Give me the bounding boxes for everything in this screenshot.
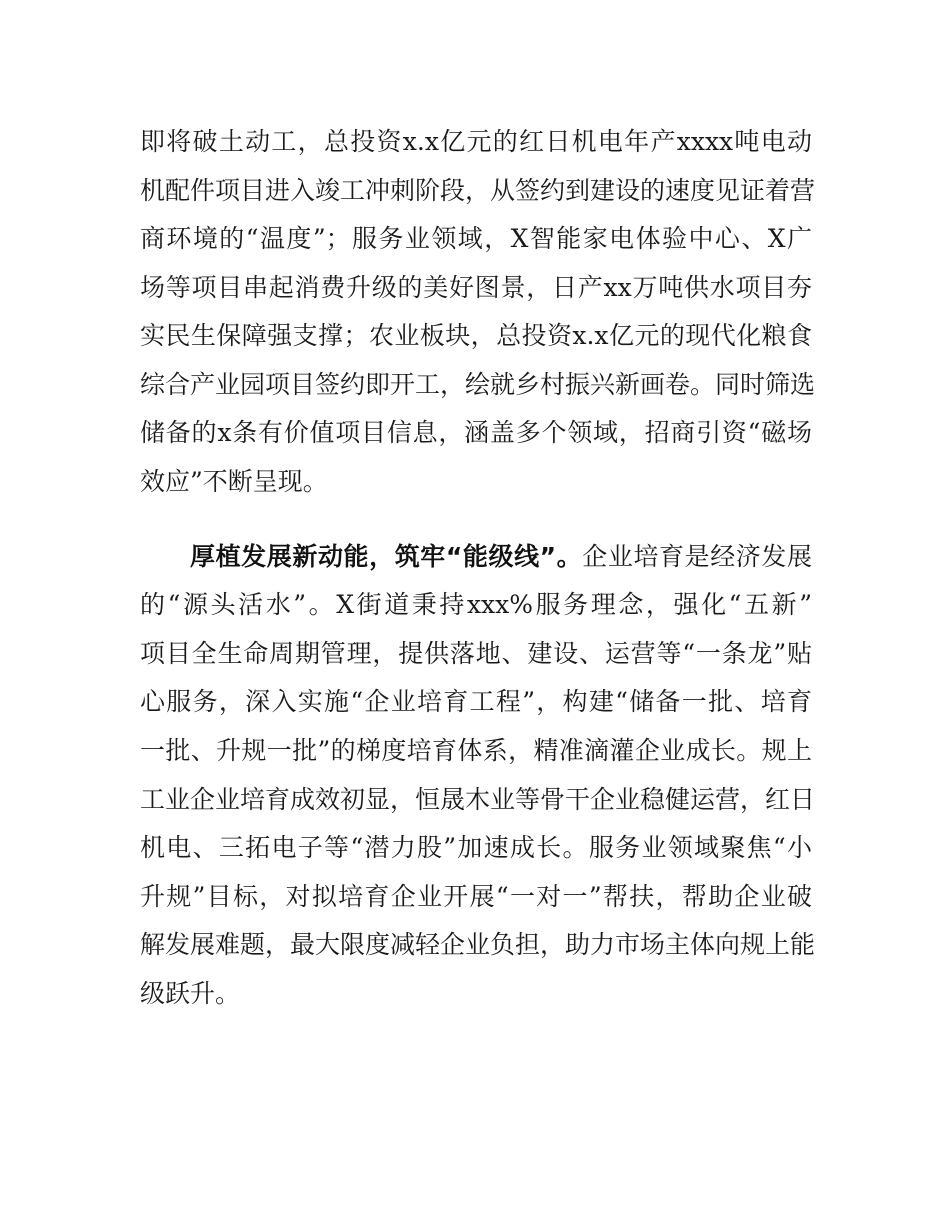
paragraph-2-line-6: 工业企业培育成效初显，恒晟木业等骨干企业稳健运营，红日	[140, 785, 816, 814]
paragraph-2-line-10: 级跃升。	[140, 979, 241, 1008]
paragraph-2-line-1-rest: 企业培育是经济发展	[582, 542, 812, 571]
paragraph-2-line-1	[190, 537, 812, 577]
paragraph-2-heading: 厚植发展新动能，筑牢“能级线”。	[190, 542, 583, 571]
paragraph-2-line-4: 心服务，深入实施“企业培育工程”，构建“储备一批、培育	[140, 687, 812, 716]
paragraph-2-line-7: 机电、三拓电子等“潜力股”加速成长。服务业领域聚焦“小	[140, 833, 812, 862]
paragraph-2-line-8: 升规”目标，对拟培育企业开展“一对一”帮扶，帮助企业破	[140, 882, 812, 911]
paragraph-2-line-9: 解发展难题，最大限度减轻企业负担，助力市场主体向规上能	[140, 930, 816, 959]
paragraph-1-line-3: 商环境的“温度”；服务业领域，X智能家电体验中心、X广	[140, 224, 812, 253]
paragraph-1-line-4: 场等项目串起消费升级的美好图景，日产xx万吨供水项目夯	[140, 273, 812, 302]
paragraph-1-line-6: 综合产业园项目签约即开工，绘就乡村振兴新画卷。同时筛选	[140, 370, 816, 399]
paragraph-2-line-2: 的“源头活水”。X街道秉持xxx%服务理念，强化“五新”	[140, 590, 812, 619]
paragraph-1-line-2: 机配件项目进入竣工冲刺阶段，从签约到建设的速度见证着营	[140, 176, 816, 205]
paragraph-1-line-7: 储备的x条有价值项目信息，涵盖多个领域，招商引资“磁场	[140, 418, 812, 447]
paragraph-2-line-3: 项目全生命周期管理，提供落地、建设、运营等“一条龙”贴	[140, 639, 812, 668]
paragraph-1-line-5: 实民生保障强支撑；农业板块，总投资x.x亿元的现代化粮食	[140, 321, 812, 350]
paragraph-1-line-1: 即将破土动工，总投资x.x亿元的红日机电年产xxxx吨电动	[140, 127, 812, 156]
paragraph-2-line-5: 一批、升规一批”的梯度培育体系，精准滴灌企业成长。规上	[140, 736, 812, 765]
paragraph-1-line-8: 效应”不断呈现。	[140, 467, 328, 496]
